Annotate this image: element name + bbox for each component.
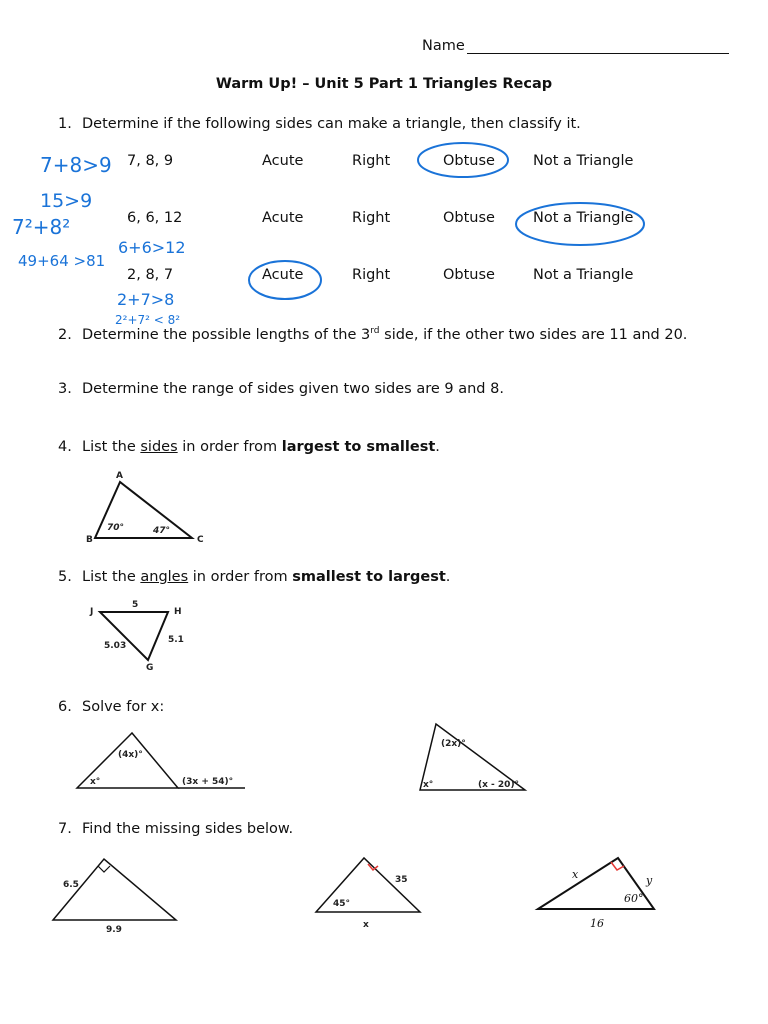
right-angle-mark: [98, 866, 110, 872]
question-text: Determine the range of sides given two sides are 9 and 8.: [82, 381, 504, 397]
vertex-h-label: H: [174, 607, 182, 617]
q1-row3-option-acute[interactable]: Acute: [262, 267, 304, 283]
question-text: List the: [82, 569, 141, 585]
angle-top-label: (2x)°: [441, 739, 466, 749]
side-y-label: y: [646, 874, 653, 887]
handwriting-line-6: 2+7>8: [117, 290, 175, 309]
name-label: Name: [422, 38, 465, 54]
q1-row3-sides: 2, 8, 7: [127, 267, 174, 283]
question-text: .: [435, 439, 440, 455]
question-text: List the: [82, 439, 141, 455]
vertex-j-label: J: [90, 607, 94, 617]
side-label: 35: [395, 875, 408, 885]
angle-label: 45°: [333, 899, 351, 909]
question-text: in order from: [188, 569, 293, 585]
question-text: Find the missing sides below.: [82, 821, 294, 837]
angle-left-label: x°: [423, 780, 434, 790]
question-number: 5.: [58, 569, 72, 585]
handwriting-line-1: 7+8>9: [40, 153, 112, 177]
question-number: 4.: [58, 439, 72, 455]
vertex-g-label: G: [146, 663, 154, 673]
handwriting-line-2: 15>9: [40, 190, 93, 212]
question-text: Solve for x:: [82, 699, 165, 715]
answer-circle-not-triangle: [516, 203, 644, 245]
q7-triangle-figure-1: [53, 859, 176, 935]
q1-row1-option-acute[interactable]: Acute: [262, 153, 304, 169]
side-jg-label: 5.03: [104, 641, 127, 651]
q1-row2-option-obtuse[interactable]: Obtuse: [443, 210, 495, 226]
q1-row1-sides: 7, 8, 9: [127, 153, 174, 169]
question-number: 1.: [58, 116, 72, 132]
q7-triangle-figure-2: [316, 858, 420, 930]
vertex-c-label: C: [197, 535, 204, 545]
page-title: Warm Up! – Unit 5 Part 1 Triangles Recap: [215, 76, 553, 92]
question-text: in order from: [177, 439, 282, 455]
base-label: 16: [590, 917, 604, 930]
q1-row3-option-right[interactable]: Right: [352, 267, 391, 283]
q1-row1-option-not-triangle[interactable]: Not a Triangle: [533, 153, 634, 169]
q1-row2-option-acute[interactable]: Acute: [262, 210, 304, 226]
angle-right-label: (x - 20)°: [478, 780, 520, 790]
answer-circle-acute: [249, 261, 321, 299]
question-number: 7.: [58, 821, 72, 837]
base-label: x: [363, 920, 369, 930]
question-text-a: Determine the possible lengths of the 3: [82, 326, 371, 343]
handwriting-line-7: 2²+7² < 8²: [115, 313, 181, 327]
bold-phrase: largest to smallest: [281, 439, 436, 455]
handwriting-line-3: 7²+8²: [12, 215, 71, 239]
side-jh-label: 5: [132, 600, 139, 610]
q1-row1-option-right[interactable]: Right: [352, 153, 391, 169]
q6-triangle-figure-2: [420, 724, 525, 790]
angle-top-label: (4x)°: [118, 750, 143, 760]
question-number: 6.: [58, 699, 72, 715]
handwriting-line-4: 49+64 >81: [18, 252, 106, 270]
q1-row2-sides: 6, 6, 12: [127, 210, 183, 226]
q1-row2-option-not-triangle[interactable]: Not a Triangle: [533, 210, 634, 226]
base-label: 9.9: [106, 925, 122, 935]
question-number: 2.: [58, 326, 72, 343]
q1-row3-option-obtuse[interactable]: Obtuse: [443, 267, 495, 283]
angle-b-label: 70°: [107, 523, 125, 533]
q1-row1-option-obtuse[interactable]: Obtuse: [443, 153, 495, 169]
underlined-word: sides: [140, 439, 178, 455]
q6-triangle-figure-1: [77, 733, 245, 788]
angle-label: 60°: [624, 892, 644, 905]
q1-row3-option-not-triangle[interactable]: Not a Triangle: [533, 267, 634, 283]
q7-triangle-figure-3: [538, 858, 654, 930]
bold-phrase: smallest to largest: [292, 569, 446, 585]
question-text: Determine if the following sides can make a triangle, then classify it.: [82, 116, 581, 132]
handwriting-line-5: 6+6>12: [118, 238, 186, 257]
side-hg-label: 5.1: [168, 635, 184, 645]
exterior-angle-label: (3x + 54)°: [182, 777, 234, 787]
q5-triangle-figure: [89, 600, 184, 673]
vertex-b-label: B: [86, 535, 93, 545]
question-text: .: [445, 569, 451, 585]
q4-triangle-figure: [86, 471, 204, 545]
question-number: 3.: [58, 381, 72, 397]
ordinal-suffix: rd: [370, 326, 380, 336]
vertex-a-label: A: [116, 471, 123, 481]
question-text-b: side, if the other two sides are 11 and 20.: [379, 326, 688, 343]
angle-c-label: 47°: [153, 526, 171, 536]
side-label: 6.5: [63, 880, 79, 890]
underlined-word: angles: [140, 569, 189, 585]
side-x-label: x: [572, 868, 579, 881]
answer-circle-obtuse: [418, 143, 508, 177]
angle-left-label: x°: [90, 777, 101, 787]
q1-row2-option-right[interactable]: Right: [352, 210, 391, 226]
